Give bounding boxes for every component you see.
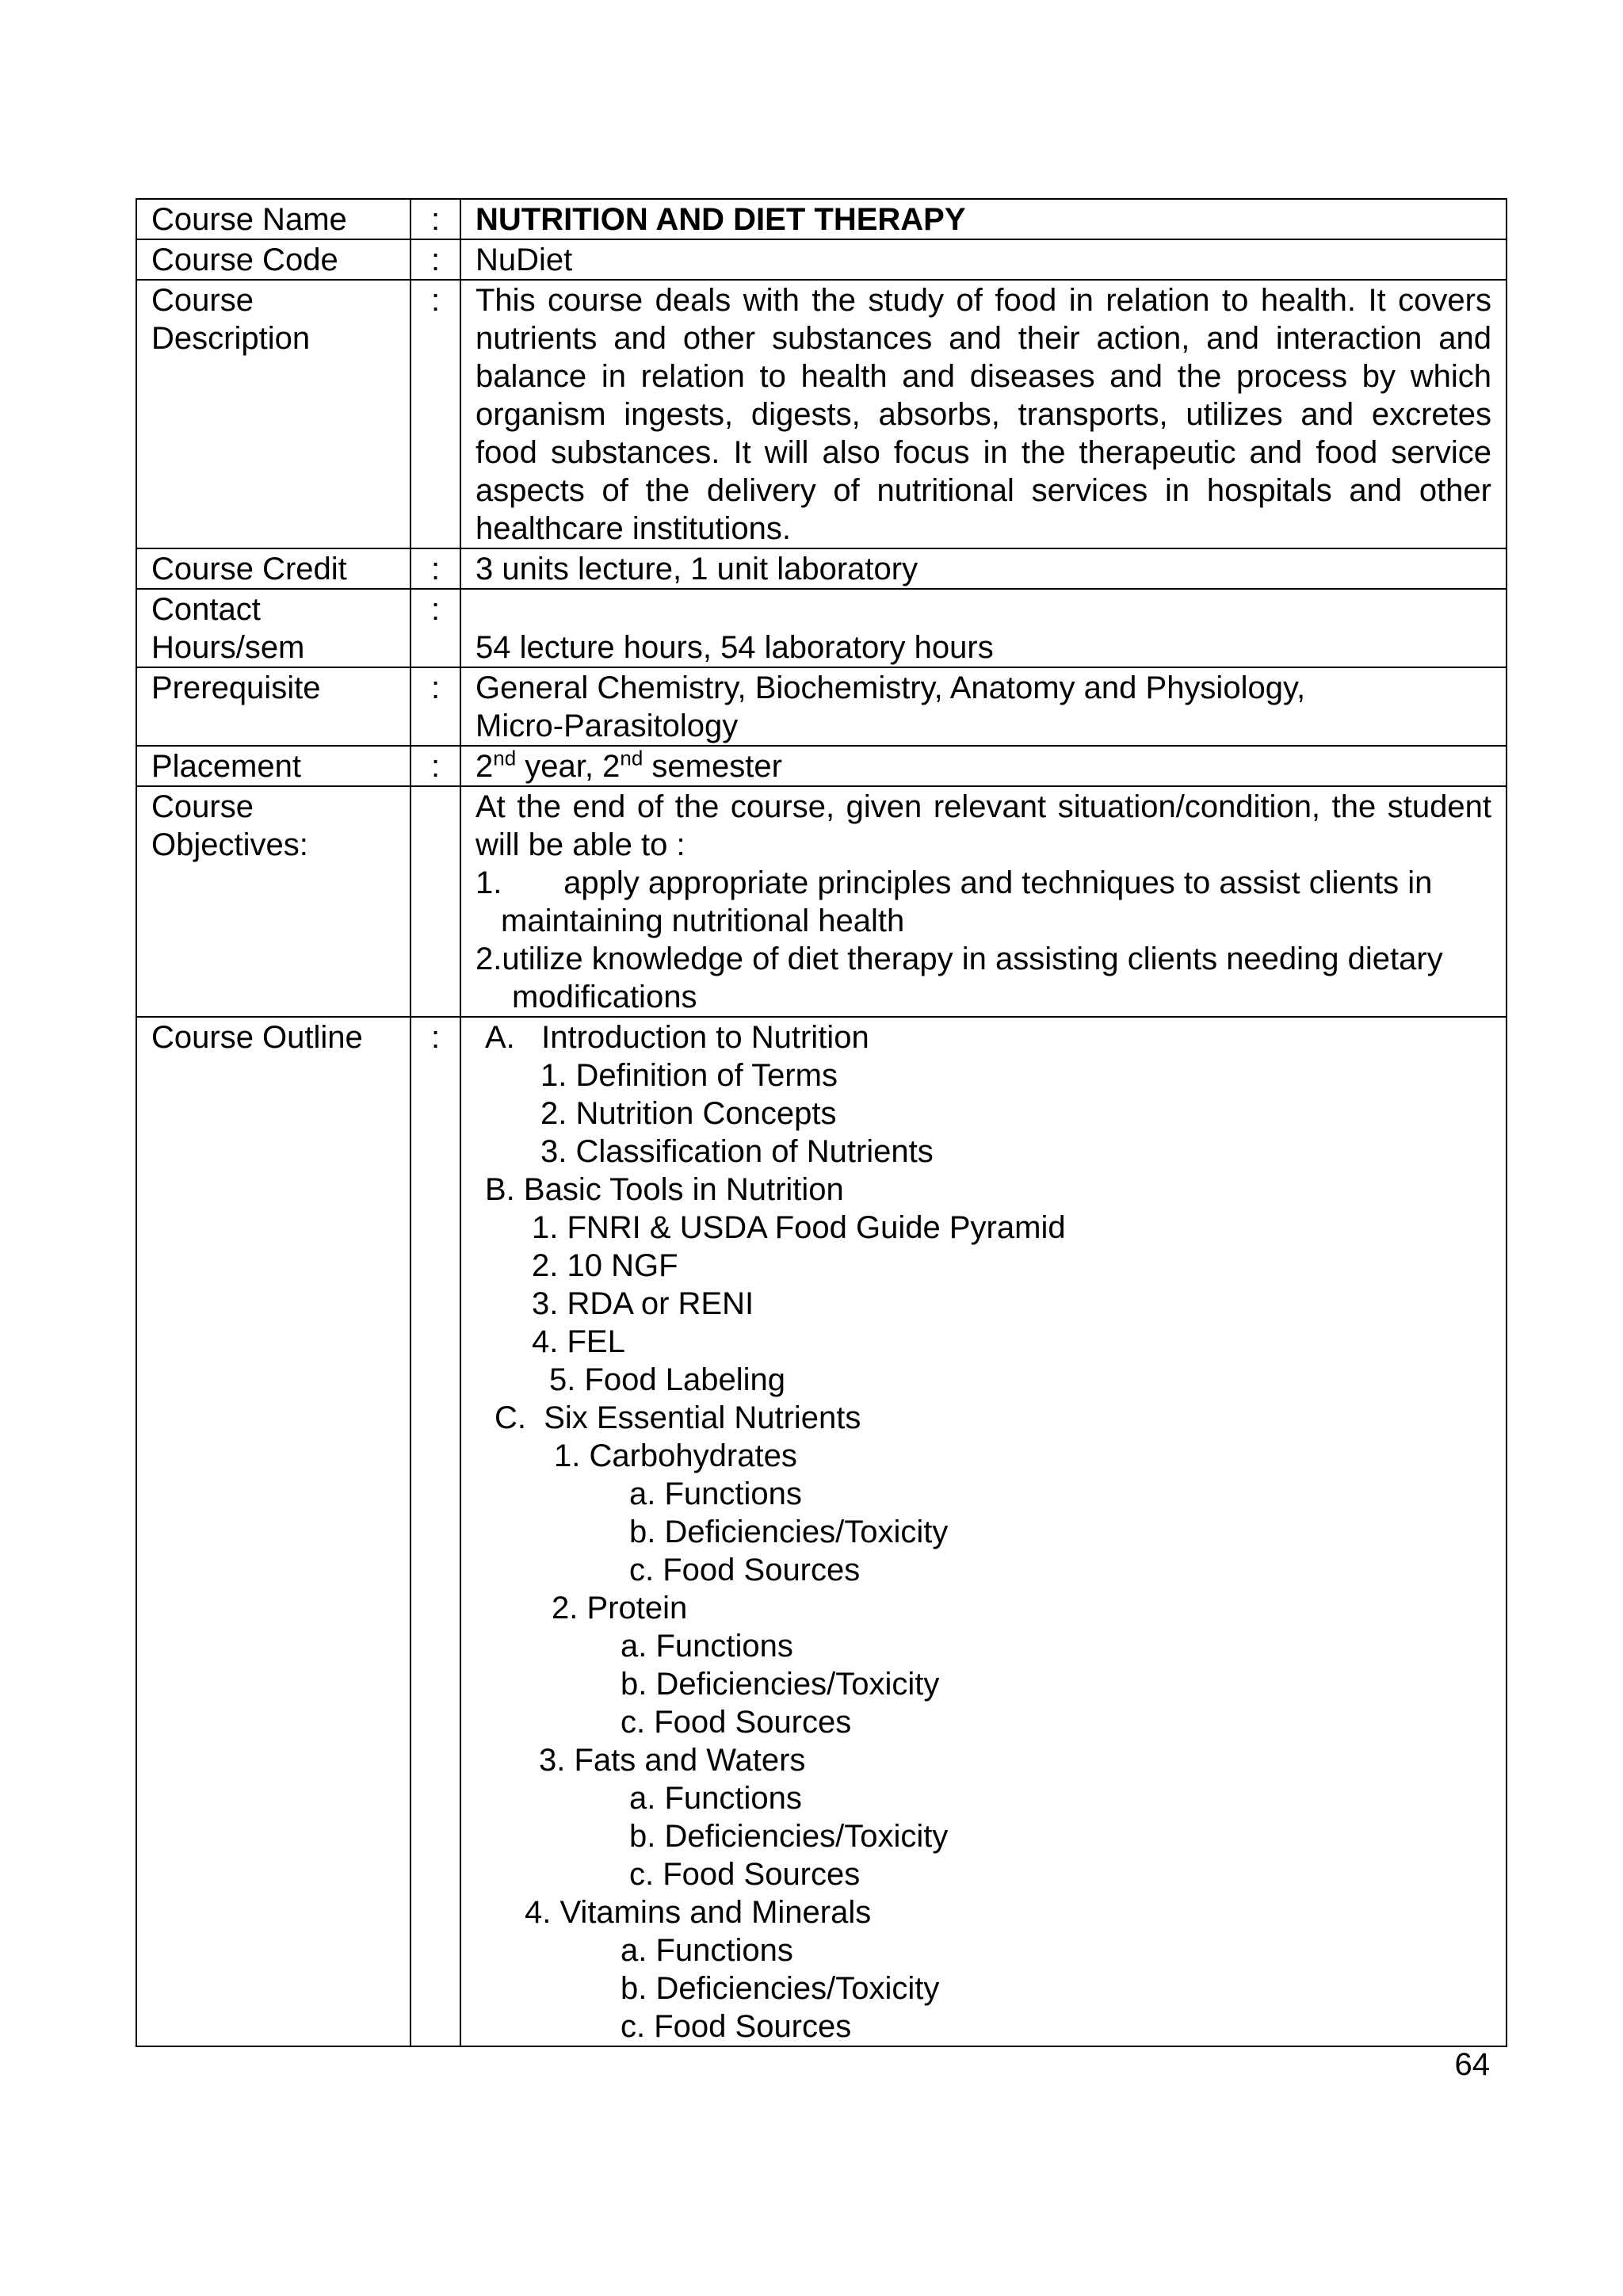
outline-item: 3. RDA or RENI xyxy=(532,1286,754,1321)
objectives-intro: At the end of the course, given relevant situation/condition, the student will be able to : xyxy=(475,789,1491,862)
placement-label: Placement xyxy=(136,746,411,786)
outline-item: b. Deficiencies/Toxicity xyxy=(621,1971,940,2006)
outline-item: b. Deficiencies/Toxicity xyxy=(629,1515,949,1549)
course-document xyxy=(136,198,1507,2047)
page-number: 64 xyxy=(1454,2047,1490,2082)
placement-year-num: 2 xyxy=(475,749,494,784)
prerequisite-value xyxy=(460,667,1507,746)
outline-item: a. Functions xyxy=(629,1477,802,1511)
outline-item: 1. Carbohydrates xyxy=(554,1438,797,1473)
colon: : xyxy=(411,548,460,589)
outline-item: 2. Nutrition Concepts xyxy=(540,1096,837,1131)
course-objectives-value xyxy=(460,786,1507,1017)
label-line: Objectives: xyxy=(151,827,308,862)
outline-item: A. Introduction to Nutrition xyxy=(485,1020,869,1055)
colon-cell-empty xyxy=(411,786,460,1017)
label-line: Description xyxy=(151,321,311,356)
prerequisite-line: General Chemistry, Biochemistry, Anatomy and Physiology, xyxy=(475,670,1306,705)
colon: : xyxy=(411,239,460,280)
outline-list xyxy=(475,1018,1491,2046)
outline-item: 3. Classification of Nutrients xyxy=(540,1134,934,1169)
colon: : xyxy=(411,667,460,746)
outline-item: 5. Food Labeling xyxy=(549,1362,786,1397)
outline-item: 1. Definition of Terms xyxy=(540,1058,838,1093)
outline-item: 4. FEL xyxy=(532,1324,625,1359)
row-contact-hours xyxy=(136,589,1507,667)
row-course-credit xyxy=(136,548,1507,589)
objective-continuation: maintaining nutritional health xyxy=(501,904,905,938)
colon: : xyxy=(411,280,460,548)
outline-item: 4. Vitamins and Minerals xyxy=(525,1895,872,1930)
outline-item: c. Food Sources xyxy=(621,1705,852,1740)
colon: : xyxy=(411,589,460,667)
placement-year-text: year, xyxy=(516,749,603,784)
prerequisite-label: Prerequisite xyxy=(136,667,411,746)
course-credit-label: Course Credit xyxy=(136,548,411,589)
colon: : xyxy=(411,199,460,239)
outline-item: 2. 10 NGF xyxy=(532,1248,678,1283)
course-code-value: NuDiet xyxy=(460,239,1507,280)
colon: : xyxy=(411,746,460,786)
outline-item: b. Deficiencies/Toxicity xyxy=(621,1667,940,1702)
course-description-label xyxy=(136,280,411,548)
course-outline-label: Course Outline xyxy=(136,1017,411,2046)
outline-item: 1. FNRI & USDA Food Guide Pyramid xyxy=(532,1210,1066,1245)
placement-value xyxy=(460,746,1507,786)
placement-sem-text: semester xyxy=(643,749,782,784)
objective-item xyxy=(475,864,1491,902)
course-code-label: Course Code xyxy=(136,239,411,280)
contact-hours-value: 54 lecture hours, 54 laboratory hours xyxy=(460,589,1507,667)
outline-item: b. Deficiencies/Toxicity xyxy=(629,1819,949,1854)
course-name-label: Course Name xyxy=(136,199,411,239)
objective-item: 2.utilize knowledge of diet therapy in assisting clients needing dietary xyxy=(475,942,1443,976)
ordinal-suffix: nd xyxy=(620,746,643,770)
course-description-value: This course deals with the study of food in relation to health. It covers nutrients and other substances and their action, and interaction and balance in relation to health and diseases and the process by which organism ingests, digests, absorbs, transports, utilizes and excretes food substances. It will also focus in the therapeutic and food service aspects of the delivery of nutritional services in hospitals and other healthcare institutions. xyxy=(460,280,1507,548)
contact-hours-label xyxy=(136,589,411,667)
outline-item: 3. Fats and Waters xyxy=(539,1743,806,1778)
row-course-outline xyxy=(136,1017,1507,2046)
colon: : xyxy=(411,1017,460,2046)
objective-text: 1. apply appropriate principles and techniques to assist clients in xyxy=(475,865,1433,900)
row-course-description xyxy=(136,280,1507,548)
outline-item: C. Six Essential Nutrients xyxy=(495,1400,861,1435)
ordinal-suffix: nd xyxy=(493,746,517,770)
course-name-value: NUTRITION AND DIET THERAPY xyxy=(460,199,1507,239)
label-line: Hours/sem xyxy=(151,630,305,665)
row-placement xyxy=(136,746,1507,786)
outline-item: c. Food Sources xyxy=(621,2009,852,2044)
row-course-name xyxy=(136,199,1507,239)
outline-item: B. Basic Tools in Nutrition xyxy=(485,1172,844,1207)
row-course-code xyxy=(136,239,1507,280)
row-course-objectives xyxy=(136,786,1507,1017)
outline-item: a. Functions xyxy=(621,1629,793,1664)
label-line: Contact xyxy=(151,592,261,627)
label-line: Course xyxy=(151,789,254,824)
row-prerequisite xyxy=(136,667,1507,746)
outline-item: a. Functions xyxy=(621,1933,793,1968)
course-table xyxy=(136,198,1507,2047)
outline-item: c. Food Sources xyxy=(629,1553,861,1587)
outline-item: 2. Protein xyxy=(552,1591,688,1626)
course-outline-value xyxy=(460,1017,1507,2046)
outline-item: a. Functions xyxy=(629,1781,802,1816)
prerequisite-line: Micro-Parasitology xyxy=(475,709,739,743)
course-credit-value: 3 units lecture, 1 unit laboratory xyxy=(460,548,1507,589)
course-objectives-label xyxy=(136,786,411,1017)
objective-continuation: modifications xyxy=(512,980,697,1014)
label-line: Course xyxy=(151,283,254,318)
outline-item: c. Food Sources xyxy=(629,1857,861,1892)
placement-sem-num: 2 xyxy=(602,749,621,784)
